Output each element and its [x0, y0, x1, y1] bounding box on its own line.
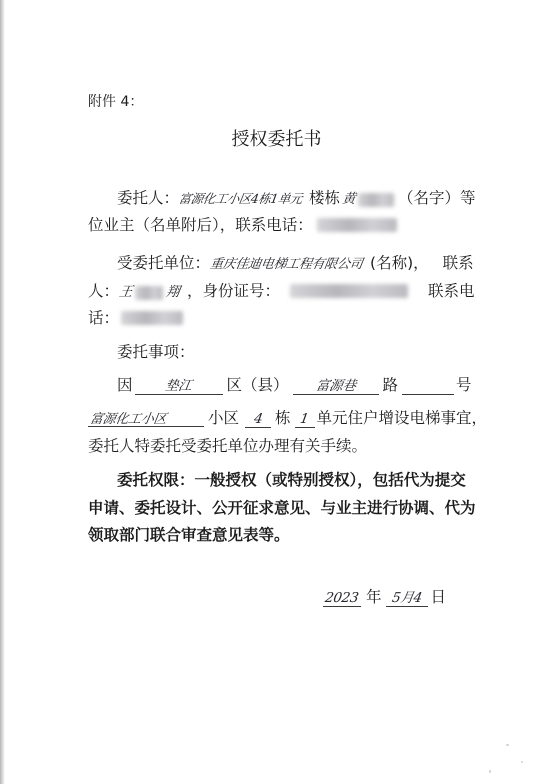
- company-label: (名称)，: [370, 254, 429, 272]
- matters-closing-line: [88, 436, 367, 456]
- date-year-label: 年: [366, 588, 382, 606]
- district-field: [135, 377, 223, 395]
- contact-label-end: 人：: [88, 282, 120, 300]
- house-number-blank: [402, 377, 454, 395]
- principal-line-2: [88, 215, 397, 235]
- authority-line-3-text: 领取部门联合审查意见表等。: [88, 526, 290, 544]
- redacted-agent-phone-blur: [121, 311, 183, 325]
- authority-line-1-text: 委托权限：一般授权（或特别授权），包括代为提交: [117, 471, 466, 489]
- authority-line-2: [88, 498, 476, 518]
- scan-speck: [489, 770, 491, 773]
- authority-line-3: [88, 525, 290, 545]
- matters-heading: [117, 342, 195, 362]
- road-handwriting: 富源巷: [314, 378, 357, 394]
- building-number-label: 栋: [275, 409, 291, 427]
- road-label: 路: [382, 376, 399, 394]
- id-number-label: ，身份证号：: [187, 282, 281, 300]
- date-year-field: [323, 589, 361, 607]
- principal-line-1: [117, 188, 476, 208]
- contact-name-field: [119, 284, 181, 302]
- agent-line-2: [88, 281, 475, 301]
- principal-name-handwriting: 黄: [340, 191, 357, 207]
- agent-company-field: [210, 255, 370, 273]
- principal-address-handwriting: 富源化工小区4栋1单元: [177, 191, 304, 206]
- community-field: [88, 410, 204, 427]
- matters-building-line: [88, 408, 487, 428]
- owners-phone-label: 位业主（名单附后），联系电话：: [88, 216, 313, 234]
- building-number-field: [245, 410, 271, 428]
- road-field: [293, 377, 379, 395]
- principal-label: 委托人：: [117, 189, 180, 207]
- building-label: 楼栋: [309, 189, 341, 207]
- community-handwriting: 富源化工小区: [88, 412, 168, 427]
- district-handwriting: 垫江: [164, 378, 194, 394]
- redacted-name-blur: [358, 193, 394, 207]
- agent-phone-label-start: 联系电: [428, 282, 475, 300]
- authority-line-1: [117, 470, 466, 490]
- scan-speck: [506, 744, 509, 746]
- unit-number-field: [295, 410, 315, 428]
- unit-number-handwriting: 1: [299, 411, 311, 427]
- contact-label-start: 联系: [442, 254, 474, 272]
- agent-phone-label-end: 话：: [88, 309, 120, 327]
- authority-line-2-text: 申请、委托设计、公开征求意见、与业主进行协调、代为: [88, 499, 476, 517]
- date-month-day-handwriting: 5月4: [390, 590, 423, 606]
- matters-closing-text: 委托人特委托受委托单位办理有关手续。: [88, 437, 368, 455]
- agent-label: 受委托单位：: [117, 254, 211, 272]
- attachment-label: 附件 4：: [88, 94, 144, 110]
- district-label: 区（县）: [226, 376, 289, 394]
- scan-edge-shadow: [0, 0, 5, 784]
- date-month-day-field: [386, 589, 428, 607]
- name-label: （名字）等: [398, 189, 476, 207]
- matters-heading-text: 委托事项：: [117, 343, 195, 361]
- contact-name-first-handwriting: 王: [117, 284, 134, 300]
- principal-name-field: [342, 191, 396, 209]
- document-title: 授权委托书: [231, 129, 322, 150]
- unit-label: 单元住户增设电梯事宜，: [316, 409, 488, 427]
- scan-speck: [521, 761, 523, 763]
- agent-line-3: [88, 308, 183, 328]
- location-prefix: 因: [117, 376, 133, 394]
- matters-location-line: [117, 375, 472, 395]
- contact-name-last-handwriting: 翔: [165, 284, 181, 300]
- agent-line-1: [117, 253, 474, 273]
- redacted-contact-name-blur: [135, 286, 163, 300]
- date-day-label: 日: [430, 588, 447, 606]
- date-year-handwriting: 2023: [324, 590, 360, 606]
- redacted-phone-blur: [317, 218, 397, 232]
- principal-address-field: [179, 190, 307, 208]
- agent-company-handwriting: 重庆佳迪电梯工程有限公司: [208, 257, 364, 272]
- community-label: 小区: [208, 409, 240, 427]
- signing-date: [323, 587, 446, 607]
- building-number-handwriting: 4: [252, 411, 264, 427]
- redacted-id-number-blur: [290, 284, 408, 298]
- number-label: 号: [456, 376, 472, 394]
